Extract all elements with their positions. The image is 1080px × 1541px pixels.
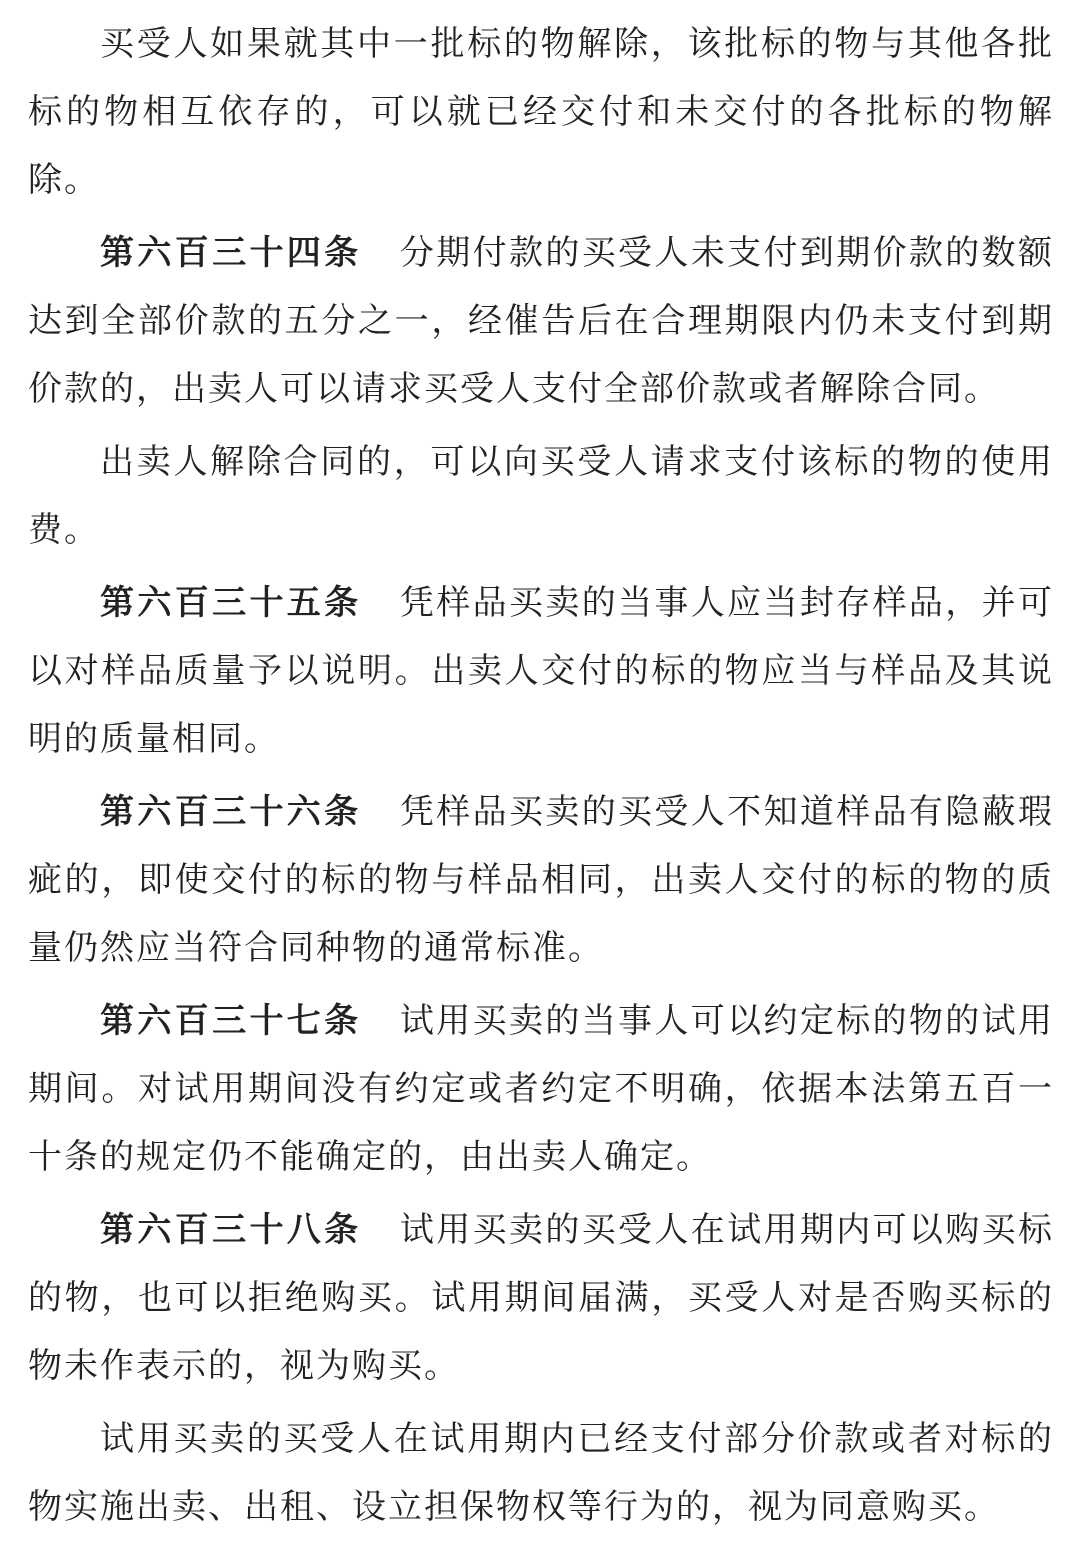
article-paragraph xyxy=(28,778,1054,982)
article-paragraph xyxy=(28,1196,1054,1400)
paragraph-text: 出卖人解除合同的，可以向买受人请求支付该标的物的使用费。 xyxy=(28,442,1054,550)
article-number: 第六百三十六条 xyxy=(100,792,362,832)
article-number: 第六百三十八条 xyxy=(100,1210,362,1250)
article-number: 第六百三十五条 xyxy=(100,583,362,623)
article-number: 第六百三十四条 xyxy=(100,233,362,273)
paragraph xyxy=(28,1405,1054,1541)
paragraph-text: 试用买卖的买受人在试用期内已经支付部分价款或者对标的物实施出卖、出租、设立担保物权等行为的，视为同意购买。 xyxy=(28,1419,1054,1527)
paragraph xyxy=(28,10,1054,214)
paragraph-text: 试用买卖的当事人可以约定标的物的试用期间。对试用期间没有约定或者约定不明确，依据本法第五百一十条的规定仍不能确定的，由出卖人确定。 xyxy=(28,1001,1055,1177)
document-page xyxy=(28,10,1054,1541)
paragraph-text: 凭样品买卖的当事人应当封存样品，并可以对样品质量予以说明。出卖人交付的标的物应当与样品及其说明的质量相同。 xyxy=(28,583,1055,759)
article-paragraph xyxy=(28,987,1054,1191)
paragraph-text: 凭样品买卖的买受人不知道样品有隐蔽瑕疵的，即使交付的标的物与样品相同，出卖人交付的标的物的质量仍然应当符合同种物的通常标准。 xyxy=(28,792,1055,968)
paragraph-text: 试用买卖的买受人在试用期内可以购买标的物，也可以拒绝购买。试用期间届满，买受人对是否购买标的物未作表示的，视为购买。 xyxy=(28,1210,1055,1386)
article-paragraph xyxy=(28,569,1054,773)
article-number: 第六百三十七条 xyxy=(100,1001,362,1041)
paragraph-text: 买受人如果就其中一批标的物解除，该批标的物与其他各批标的物相互依存的，可以就已经交付和未交付的各批标的物解除。 xyxy=(28,24,1054,200)
paragraph-text: 分期付款的买受人未支付到期价款的数额达到全部价款的五分之一，经催告后在合理期限内仍未支付到期价款的，出卖人可以请求买受人支付全部价款或者解除合同。 xyxy=(28,233,1055,409)
paragraph xyxy=(28,428,1054,564)
article-paragraph xyxy=(28,219,1054,423)
